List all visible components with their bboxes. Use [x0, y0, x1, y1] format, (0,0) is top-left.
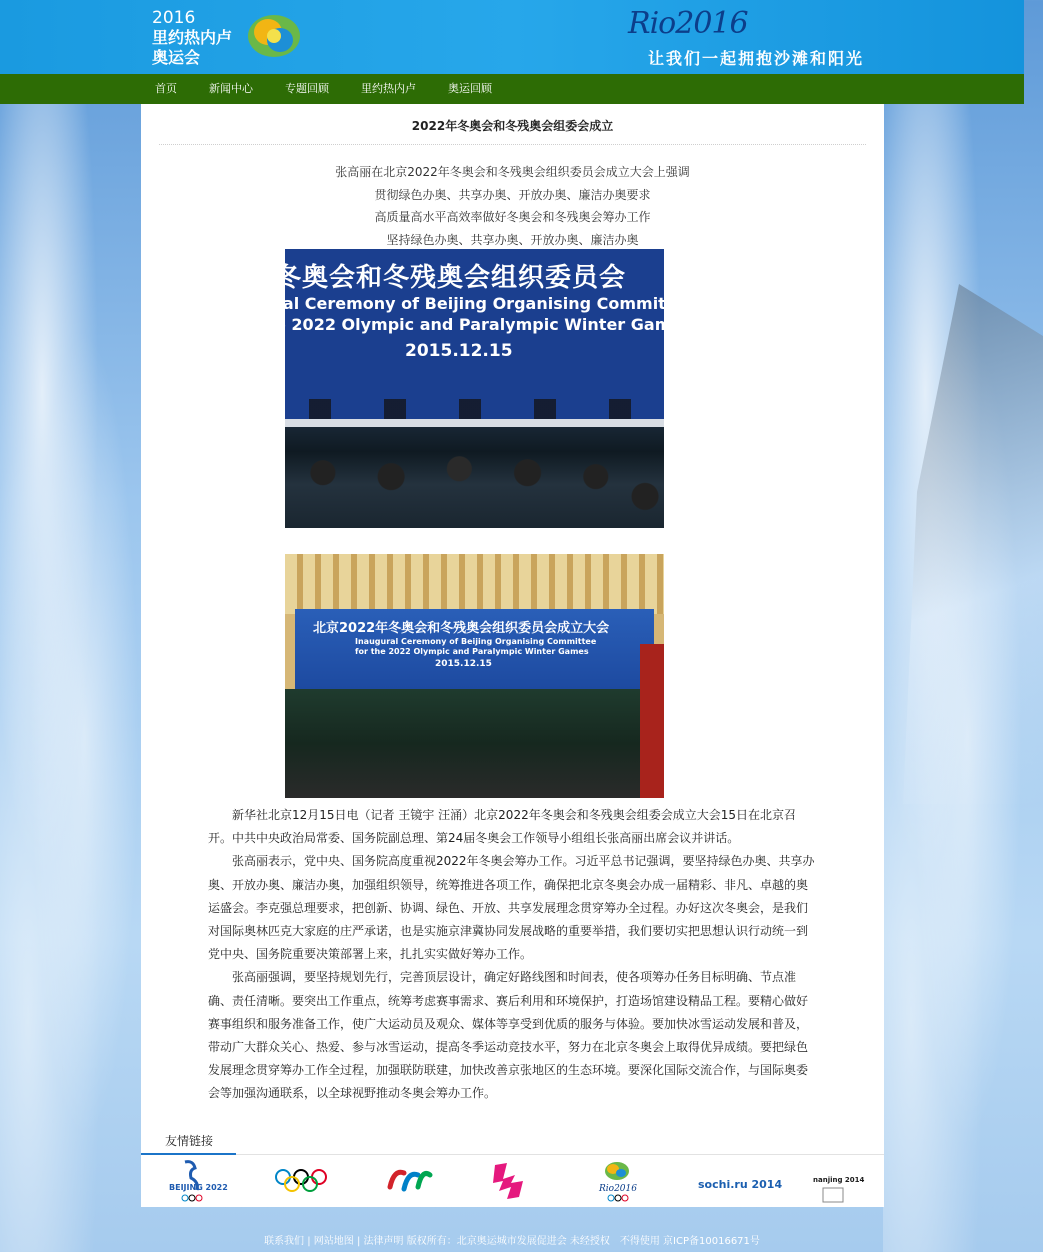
site-logo-text[interactable] — [152, 8, 232, 68]
article-subtitles — [141, 161, 884, 251]
nav-item-topics[interactable]: 专题回顾 — [285, 82, 329, 95]
sochi-2014-icon — [696, 1164, 783, 1198]
site-header — [0, 0, 1024, 74]
article-container — [141, 104, 884, 1207]
london-2012-icon — [489, 1161, 529, 1201]
subtitle-line: 张高丽在北京2022年冬奥会和冬残奥会组织委员会成立大会上强调 — [335, 165, 690, 179]
olympic-rings-logo-link[interactable] — [271, 1156, 331, 1206]
ceremony-photo-podium — [275, 249, 674, 528]
article-body — [208, 804, 817, 1106]
rio-2016-title: Rio2016 — [628, 6, 748, 41]
photo-banner-date: 2015.12.15 — [405, 341, 513, 361]
logo-year: 2016 — [152, 8, 196, 28]
beijing-2022-icon — [165, 1158, 228, 1204]
friend-links-label: 友情链接 — [141, 1129, 236, 1155]
photo-banner-chinese: 冬奥会和冬残奥会组织委员会 — [275, 263, 627, 293]
hall-banner-english-2: for the 2022 Olympic and Paralympic Winter Games — [355, 647, 589, 656]
logo-line-1: 里约热内卢 — [152, 28, 233, 47]
background-mountain-left — [0, 104, 141, 1252]
nanjing-2014-logo-link[interactable] — [803, 1156, 863, 1206]
header-slogan: 让我们一起拥抱沙滩和阳光 — [648, 49, 865, 68]
sochi-2014-logo-text: sochi.ru 2014 — [698, 1178, 783, 1191]
subtitle-line: 高质量高水平高效率做好冬奥会和冬残奥会筹办工作 — [374, 210, 651, 224]
main-nav — [0, 74, 1024, 104]
podium-desk — [285, 419, 664, 427]
friend-links-header — [141, 1129, 884, 1155]
photo-banner-english-1: ral Ceremony of Beijing Organising Committ — [275, 294, 674, 313]
article-paragraph: 张高丽强调，要坚持规划先行，完善顶层设计，确定好路线图和时间表，使各项筹办任务目标明确、节点准确、责任清晰。要突出工作重点，统筹考虑赛事需求、赛后利用和环境保护，打造场馆建设精品工程。要精心做好赛事组织和服务准备工作，使广大运动员及观众、媒体等享受到优质的服务与体验。要加快冰雪运动发展和普及，带动广大群众关心、热爱、参与冰雪运动，提高冬季运动竞技水平，努力在北京冬奥会上取得优异成绩。要把绿色发展理念贯穿筹办工作全过程，加强联防联建，加快改善京张地区的生态环境。要深化国际交流合作，与国际奥委会等加强沟通联系，以全球视野推动冬奥会筹办工作。 — [208, 970, 809, 1101]
friend-links-logos — [141, 1156, 884, 1206]
title-divider — [159, 144, 866, 145]
paralympic-agitos-icon — [386, 1165, 432, 1197]
nav-item-news[interactable]: 新闻中心 — [209, 82, 253, 95]
hall-stage-screen — [295, 609, 654, 689]
nav-item-rio[interactable]: 里约热内卢 — [361, 82, 416, 95]
beijing-2022-logo-text: BEIJING 2022 — [169, 1183, 228, 1192]
hall-curtain — [640, 644, 664, 798]
podium-scene — [285, 419, 664, 528]
ceremony-photo-hall — [285, 554, 664, 798]
sochi-2014-logo-link[interactable] — [695, 1156, 783, 1206]
hall-banner-date: 2015.12.15 — [435, 659, 492, 669]
beijing-2022-logo-link[interactable] — [163, 1156, 228, 1206]
subtitle-line: 贯彻绿色办奥、共享办奥、开放办奥、廉洁办奥要求 — [374, 187, 651, 202]
rio-2016-logo-text: Rio2016 — [599, 1184, 637, 1194]
rio-2016-logo-link[interactable] — [587, 1156, 647, 1206]
paralympic-logo-link[interactable] — [379, 1156, 439, 1206]
london-2012-logo-link[interactable] — [479, 1156, 539, 1206]
article-paragraph: 张高丽表示，党中央、国务院高度重视2022年冬奥会筹办工作。习近平总书记强调，要坚持绿色办奥、共享办奥、开放办奥、廉洁办奥，加强组织领导，统筹推进各项工作，确保把北京冬奥会办成一届精彩、非凡、卓越的奥运盛会。李克强总理要求，把创新、协调、绿色、开放、共享发展理念贯穿筹办全过程。办好这次冬奥会，是我们对国际奥林匹克大家庭的庄严承诺，也是实施京津冀协同发展战略的重要举措，我们要切实把思想认识行动统一到党中央、国务院重要决策部署上来，扎扎实实做好筹办工作。 — [208, 854, 815, 962]
hall-banner-chinese: 北京2022年冬奥会和冬残奥会组织委员会成立大会 — [313, 621, 610, 636]
hall-audience — [285, 689, 664, 798]
logo-line-2: 奥运会 — [152, 48, 201, 67]
hall-banner-english-1: Inaugural Ceremony of Beijing Organising Committee — [355, 637, 597, 646]
photo-banner-english-2: e 2022 Olympic and Paralympic Winter Gam — [275, 315, 672, 334]
rio-emblem-icon — [246, 12, 302, 60]
hall-ceiling — [285, 554, 664, 614]
background-mountain-right — [883, 104, 1024, 1252]
audience-heads — [285, 449, 664, 528]
nav-item-home[interactable]: 首页 — [155, 82, 177, 95]
nanjing-2014-icon — [811, 1158, 865, 1204]
nav-item-olympic-review[interactable]: 奥运回顾 — [448, 82, 492, 95]
olympic-rings-icon — [274, 1167, 328, 1195]
rio-2016-icon — [591, 1159, 643, 1203]
nanjing-2014-logo-text: nanjing 2014 — [813, 1176, 865, 1184]
site-footer[interactable]: 联系我们 | 网站地图 | 法律声明 版权所有：北京奥运城市发展促进会 未经授权 不得使用 京ICP备10016671号 — [264, 1236, 760, 1247]
article-title: 2022年冬奥会和冬残奥会组委会成立 — [411, 119, 614, 133]
subtitle-line: 坚持绿色办奥、共享办奥、开放办奥、廉洁办奥 — [386, 232, 639, 247]
article-paragraph: 新华社北京12月15日电（记者 王镜宇 汪涌）北京2022年冬奥会和冬残奥会组委会成立大会15日在北京召开。中共中央政治局常委、国务院副总理、第24届冬奥会工作领导小组组长张高丽出席会议并讲话。 — [208, 808, 796, 846]
